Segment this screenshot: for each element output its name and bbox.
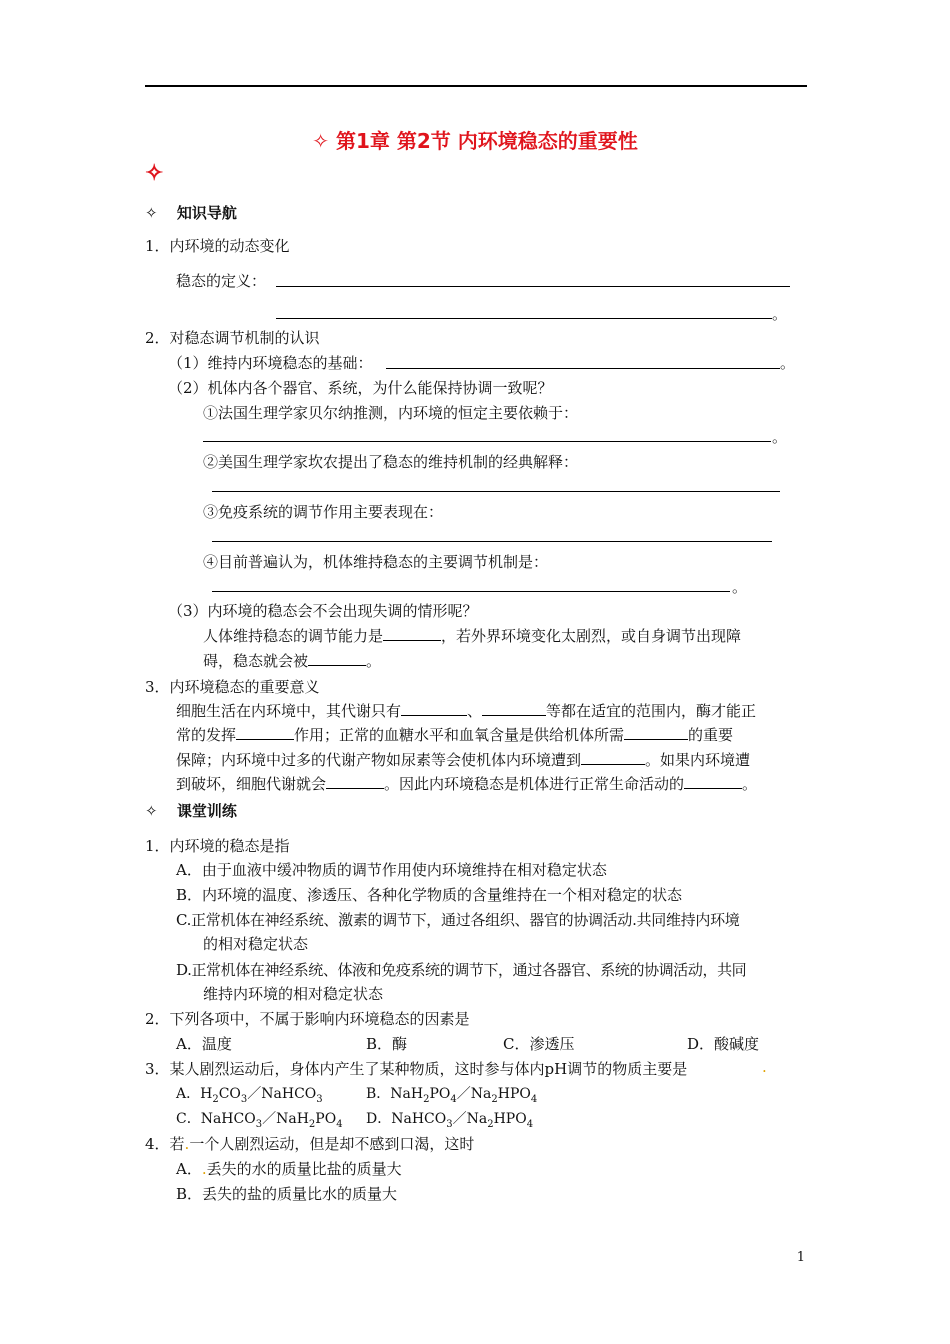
option-d-continued: 维持内环境的相对稳定状态	[203, 985, 384, 1003]
question-2-part-3: （3）内环境的稳态会不会出现失调的情形呢？	[168, 602, 478, 620]
option-c: C.正常机体在神经系统、激素的调节下，通过各组织、器官的协调活动.共同维持内环境	[176, 911, 740, 929]
blank	[482, 701, 546, 716]
section-label: 课堂训练	[176, 802, 237, 820]
subscript: 4	[450, 1093, 457, 1105]
subscript: 2	[308, 1118, 316, 1130]
question-2-part-2: （2）机体内各个器官、系统，为什么能保持协调一致呢？	[168, 379, 553, 397]
sub-question-1: ①法国生理学家贝尔纳推测，内环境的恒定主要依赖于：	[203, 404, 579, 422]
text: HPO	[497, 1086, 531, 1102]
text: 。	[742, 775, 758, 793]
section-label: 知识导航	[176, 204, 237, 222]
text: HPO	[493, 1111, 527, 1127]
blank	[383, 626, 441, 641]
option-d	[366, 1108, 533, 1130]
answer-line	[212, 591, 730, 592]
star-icon: ✧	[145, 802, 158, 820]
option-c: C．渗透压	[503, 1035, 575, 1053]
mark-dot: .	[762, 1058, 767, 1076]
period: 。	[772, 305, 788, 323]
subscript: 3	[316, 1093, 323, 1105]
subscript: 3	[240, 1093, 248, 1105]
question-3-heading	[145, 676, 320, 697]
text: ，若外界环境变化太剧烈，或自身调节出现障	[441, 627, 742, 645]
blank	[581, 750, 645, 765]
text: 到破坏，细胞代谢就会	[176, 775, 327, 793]
text: ／NaH	[262, 1111, 309, 1127]
page-title: ✧ 第1章 第2节 内环境稳态的重要性	[312, 129, 638, 153]
practice-question-4	[145, 1133, 474, 1154]
question-number: 3．	[145, 678, 170, 696]
paragraph-line	[176, 749, 750, 770]
text: ／Na	[452, 1111, 488, 1127]
question-text: 内环境稳态的重要意义	[169, 678, 320, 696]
answer-line	[386, 368, 780, 369]
blank	[684, 774, 742, 789]
answer-line	[276, 318, 772, 319]
blank	[624, 725, 688, 740]
text: 等都在适宜的范围内，酶才能正	[546, 702, 757, 720]
text: 细胞生活在内环境中，其代谢只有	[176, 702, 402, 720]
text: 丢失的水的质量比盐的质量大	[206, 1160, 402, 1178]
text: 4．若	[145, 1135, 185, 1153]
answer-line	[203, 441, 771, 442]
subscript: 2	[491, 1093, 498, 1105]
question-2-part-1: （1）维持内环境稳态的基础：	[168, 354, 373, 372]
option-a	[176, 1083, 323, 1105]
question-1-heading	[145, 235, 290, 256]
text: 保障；内环境中过多的代谢产物如尿素等会使机体内环境遭到	[176, 751, 582, 769]
subscript: 4	[530, 1093, 538, 1105]
practice-question-2: 2．下列各项中，不属于影响内环境稳态的因素是	[145, 1010, 470, 1028]
text: 。如果内环境遭	[645, 751, 751, 769]
answer-line	[212, 491, 780, 492]
paragraph-line	[176, 700, 756, 721]
practice-question-1: 1．内环境的稳态是指	[145, 837, 290, 855]
mark-dot: .	[201, 1160, 207, 1178]
paragraph-line	[203, 625, 741, 646]
sub-question-4: ④目前普遍认为，机体维持稳态的主要调节机制是：	[203, 553, 549, 571]
definition-label: 稳态的定义：	[176, 272, 267, 290]
period: 。	[780, 354, 796, 372]
option-c-continued: 的相对稳定状态	[203, 935, 309, 953]
blank	[326, 774, 384, 789]
period: 。	[732, 578, 748, 596]
paragraph-line	[176, 724, 733, 745]
text: 碍，稳态就会被	[203, 652, 309, 670]
option-a: A．由于血液中缓冲物质的调节作用使内环境维持在相对稳定状态	[176, 861, 607, 879]
sub-question-3: ③免疫系统的调节作用主要表现在：	[203, 503, 444, 521]
question-number: 2．	[145, 329, 170, 347]
paragraph-line	[203, 650, 381, 671]
subscript: 2	[212, 1093, 219, 1105]
text: 作用；正常的血糖水平和血氧含量是供给机体所需	[294, 726, 625, 744]
paragraph-line	[176, 773, 757, 794]
page-number: 1	[796, 1250, 805, 1265]
text: 。因此内环境稳态是机体进行正常生命活动的	[384, 775, 685, 793]
question-2-heading	[145, 327, 320, 348]
period: 。	[366, 652, 382, 670]
subscript: 4	[526, 1118, 534, 1130]
text: 的重要	[688, 726, 734, 744]
text: 人体维持稳态的调节能力是	[203, 627, 384, 645]
option-a	[176, 1158, 402, 1179]
option-c	[176, 1108, 343, 1130]
answer-line	[212, 541, 772, 542]
star-icon: ✧	[145, 204, 158, 222]
text: D．NaHCO	[366, 1111, 447, 1127]
section-classroom-practice	[145, 800, 237, 821]
practice-question-3: 3．某人剧烈运动后，身体内产生了某种物质，这时参与体内pH调节的物质主要是	[145, 1060, 688, 1078]
sub-question-2: ②美国生理学家坎农提出了稳态的维持机制的经典解释：	[203, 453, 579, 471]
text: ／Na	[456, 1086, 492, 1102]
text: PO	[315, 1111, 337, 1127]
text: PO	[429, 1086, 451, 1102]
star-icon: ✧	[145, 160, 164, 186]
subscript: 2	[487, 1118, 494, 1130]
option-b: B．丢失的盐的质量比水的质量大	[176, 1185, 398, 1203]
blank	[308, 651, 366, 666]
option-d: D．酸碱度	[687, 1035, 760, 1053]
subscript: 3	[255, 1118, 263, 1130]
option-b: B．内环境的温度、渗透压、各种化学物质的含量维持在一个相对稳定的状态	[176, 886, 683, 904]
text: A．H	[176, 1086, 213, 1102]
blank	[401, 701, 467, 716]
text: 、	[467, 702, 483, 720]
text: 一个人剧烈运动，但是却不感到口渴，这时	[189, 1135, 475, 1153]
subscript: 2	[423, 1093, 430, 1105]
option-b: B．酶	[366, 1035, 408, 1053]
text: 常的发挥	[176, 726, 237, 744]
question-text: 对稳态调节机制的认识	[169, 329, 320, 347]
text: CO	[218, 1086, 241, 1102]
text: ／NaHCO	[247, 1086, 317, 1102]
subscript: 4	[336, 1118, 343, 1130]
option-b	[366, 1083, 537, 1105]
blank	[236, 725, 294, 740]
text: B．NaH	[366, 1086, 424, 1102]
section-knowledge-nav	[145, 202, 237, 223]
text: C．NaHCO	[176, 1111, 256, 1127]
text: A．	[176, 1160, 202, 1178]
subscript: 3	[446, 1118, 453, 1130]
answer-line	[276, 286, 790, 287]
period: 。	[772, 428, 788, 446]
mark-dot: .	[184, 1135, 190, 1153]
option-a: A．温度	[176, 1035, 232, 1053]
question-number: 1．	[145, 237, 170, 255]
option-d: D.正常机体在神经系统、体液和免疫系统的调节下，通过各器官、系统的协调活动，共同	[176, 961, 747, 979]
header-rule	[145, 85, 807, 87]
question-text: 内环境的动态变化	[169, 237, 290, 255]
